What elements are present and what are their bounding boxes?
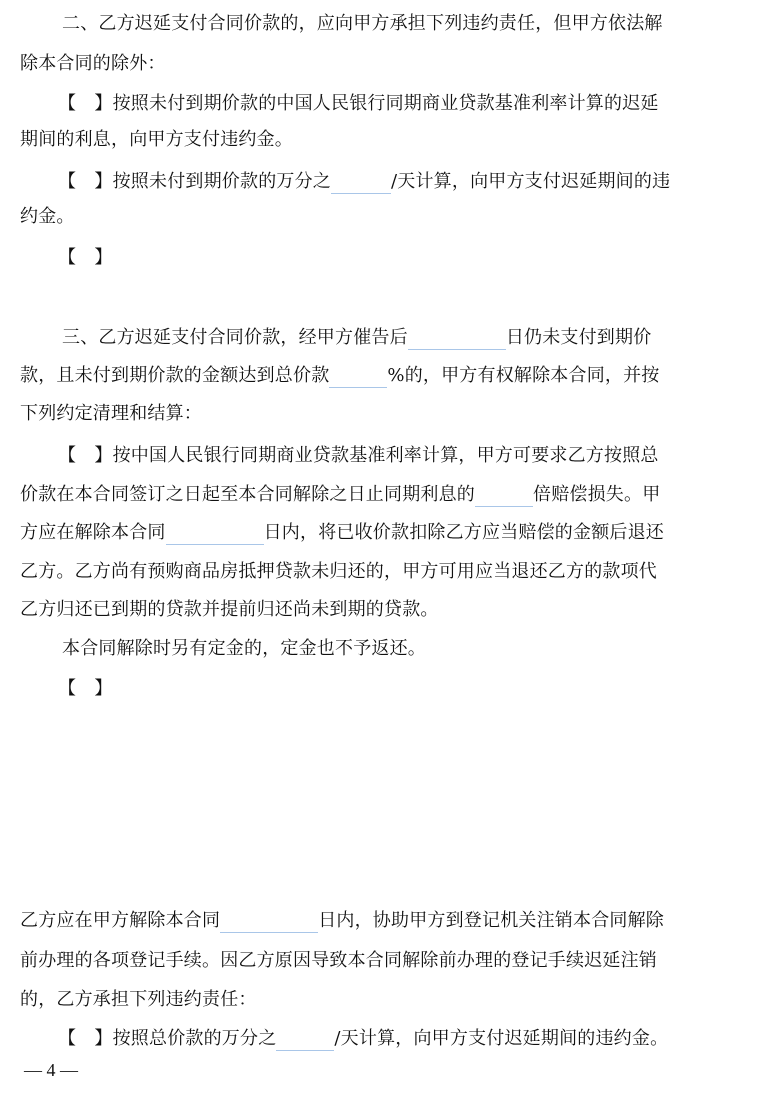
checkbox-bracket[interactable]: 【 】 (58, 93, 113, 114)
section2-line2: 除本合同的除外： (20, 53, 166, 74)
section2-option1-line1: 【 】按照未付到期价款的中国人民银行同期商业贷款基准利率计算的迟延 (58, 93, 659, 114)
section2-line1: 二、乙方迟延支付合同价款的，应向甲方承担下列违约责任，但甲方依法解 (62, 13, 663, 34)
blank-field[interactable] (276, 1030, 334, 1051)
checkbox-bracket[interactable]: 【 】 (58, 678, 113, 699)
section3-option2 (58, 677, 113, 703)
blank-field[interactable] (408, 329, 506, 350)
section3-option1-line2: 价款在本合同签订之日起至本合同解除之日止同期利息的 倍赔偿损失。甲 (20, 484, 661, 505)
registration-line2: 前办理的各项登记手续。因乙方原因导致本合同解除前办理的登记手续迟延注销 (20, 950, 657, 971)
section2-option2-line1: 【 】按照未付到期价款的万分之 /天计算，向甲方支付迟延期间的违 (58, 171, 671, 192)
blank-field[interactable] (329, 367, 387, 388)
blank-field[interactable] (166, 524, 264, 545)
section2-option3 (58, 246, 113, 272)
section3-deposit-note: 本合同解除时另有定金的，定金也不予返还。 (62, 638, 426, 659)
blank-field[interactable] (331, 173, 391, 194)
section3-line2: 款，且未付到期价款的金额达到总价款 %的，甲方有权解除本合同，并按 (20, 365, 660, 386)
checkbox-bracket[interactable]: 【 】 (58, 1028, 113, 1049)
section3-option1-line4: 乙方。乙方尚有预购商品房抵押贷款未归还的，甲方可用应当退还乙方的款项代 (20, 561, 657, 582)
registration-line3: 的，乙方承担下列违约责任： (20, 989, 257, 1010)
registration-option: 【 】按照总价款的万分之 /天计算，向甲方支付迟延期间的违约金。 (58, 1028, 669, 1049)
section3-option1-line5: 乙方归还已到期的贷款并提前归还尚未到期的贷款。 (20, 599, 439, 620)
checkbox-bracket[interactable]: 【 】 (58, 171, 113, 192)
page-number: — 4 — (24, 1060, 78, 1080)
section3-option1-line3: 方应在解除本合同 日内，将已收价款扣除乙方应当赔偿的金额后退还 (20, 522, 665, 543)
blank-field[interactable] (220, 912, 318, 933)
checkbox-bracket[interactable]: 【 】 (58, 247, 113, 268)
registration-line1: 乙方应在甲方解除本合同 日内，协助甲方到登记机关注销本合同解除 (20, 910, 665, 931)
section2-option2-line2: 约金。 (20, 206, 75, 227)
checkbox-bracket[interactable]: 【 】 (58, 445, 113, 466)
section3-line1: 三、乙方迟延支付合同价款，经甲方催告后 日仍未支付到期价 (62, 327, 652, 348)
section3-line3: 下列约定清理和结算： (20, 403, 202, 424)
section3-option1-line1: 【 】按中国人民银行同期商业贷款基准利率计算，甲方可要求乙方按照总 (58, 445, 659, 466)
section2-option1-line2: 期间的利息，向甲方支付违约金。 (20, 129, 293, 150)
blank-field[interactable] (475, 486, 533, 507)
